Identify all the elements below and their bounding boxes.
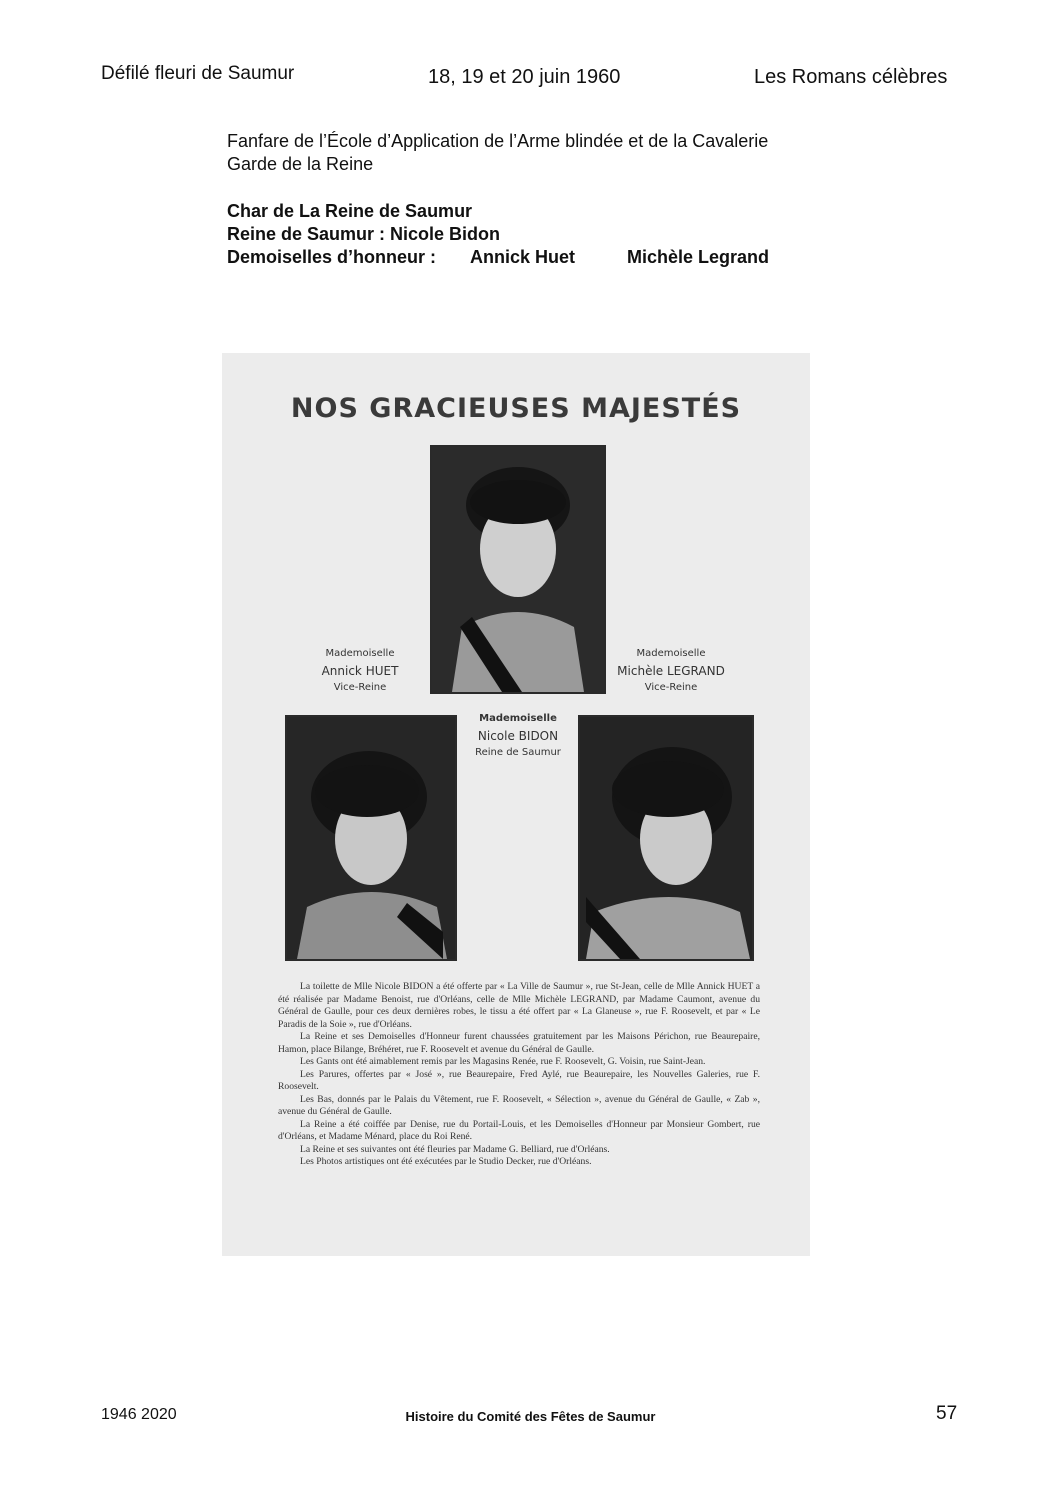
footer-years: 1946 2020 [101,1406,177,1423]
caption-michele-role: Vice-Reine [644,682,698,693]
credits-paragraph: La toilette de Mlle Nicole BIDON a été offerte par « La Ville de Saumur », rue St-Jean, celle de Mlle Annick HUET a été réalisée par Madame Benoist, rue d'Orléans, celle de Mlle Michèle LEGRAND, par Madame Caumont, avenue du Général de Gaulle, pour ces deux dernières robes, le tissu a été offert par « La Glaneuse », rue F. Roosevelt, et par « Le Paradis de la Soie », rue d'Orléans. [278,981,760,1030]
photo-nicole-bidon [430,445,606,694]
char-title: Char de La Reine de Saumur [227,201,473,221]
intro-garde: Garde de la Reine [227,154,374,174]
credits-paragraph: La Reine et ses suivantes ont été fleuries par Madame G. Belliard, rue d'Orléans. [300,1143,610,1155]
caption-nicole-role: Reine de Saumur [475,747,561,758]
caption-nicole [456,711,580,761]
photo-annick-huet [285,715,457,961]
page-number: 57 [936,1403,958,1424]
credits-paragraph: Les Bas, donnés par le Palais du Vêtement, rue F. Roosevelt, « Sélection », avenue du Général de Gaulle, « Zab », avenue du Général de Gaulle. [278,1093,760,1117]
credits-paragraph: La Reine a été coiffée par Denise, rue du Portail-Louis, et les Demoiselles d'Honneur par Monsieur Gombert, rue d'Orléans, et Madame Ménard, place du Roi René. [278,1118,760,1142]
credits-paragraph: La Reine et ses Demoiselles d'Honneur furent chaussées gratuitement par les Maisons Périchon, rue Beaurepaire, Hamon, place Bilange, Bréhéret, rue F. Roosevelt et avenue du Général de Gaulle. [278,1031,760,1055]
caption-michele-name: Michèle LEGRAND [617,664,725,678]
demoiselle-1: Annick Huet [470,247,576,267]
caption-nicole-name: Nicole BIDON [477,729,559,743]
caption-michele-title: Mademoiselle [636,648,706,659]
caption-annick-name: Annick HUET [321,664,399,678]
portrait-image [432,447,604,692]
photo-michele-legrand [578,715,754,961]
header-date: 18, 19 et 20 juin 1960 [428,66,621,88]
caption-annick-title: Mademoiselle [325,648,395,659]
credits-paragraph: Les Photos artistiques ont été exécutées par le Studio Decker, rue d'Orléans. [300,1156,592,1167]
sheet-credits-text [278,981,760,1169]
portrait-image [287,717,455,959]
demoiselles-label: Demoiselles d’honneur : [227,247,437,267]
scanned-program-page [222,353,810,1256]
header-right: Les Romans célèbres [754,66,948,88]
reine-line: Reine de Saumur : Nicole Bidon [227,224,501,244]
caption-nicole-title: Mademoiselle [479,713,557,724]
footer-title: Histoire du Comité des Fêtes de Saumur [405,1409,656,1424]
intro-fanfare: Fanfare de l’École d’Application de l’Arme blindée et de la Cavalerie [227,131,769,151]
portrait-image [580,717,752,959]
header-left: Défilé fleuri de Saumur [101,63,295,84]
credits-paragraph: Les Parures, offertes par « José », rue Beaurepaire, Fred Aylé, rue Beaurepaire, les Nouvelles Galeries, rue F. Roosevelt. [278,1068,760,1092]
demoiselle-2: Michèle Legrand [627,247,770,267]
caption-michele [608,646,734,696]
sheet-title: NOS GRACIEUSES MAJESTÉS [290,393,742,424]
caption-annick-role: Vice-Reine [333,682,387,693]
credits-paragraph: Les Gants ont été aimablement remis par les Magasins Renée, rue F. Roosevelt, G. Voisin, rue Saint-Jean. [300,1056,706,1067]
caption-annick [300,646,420,696]
